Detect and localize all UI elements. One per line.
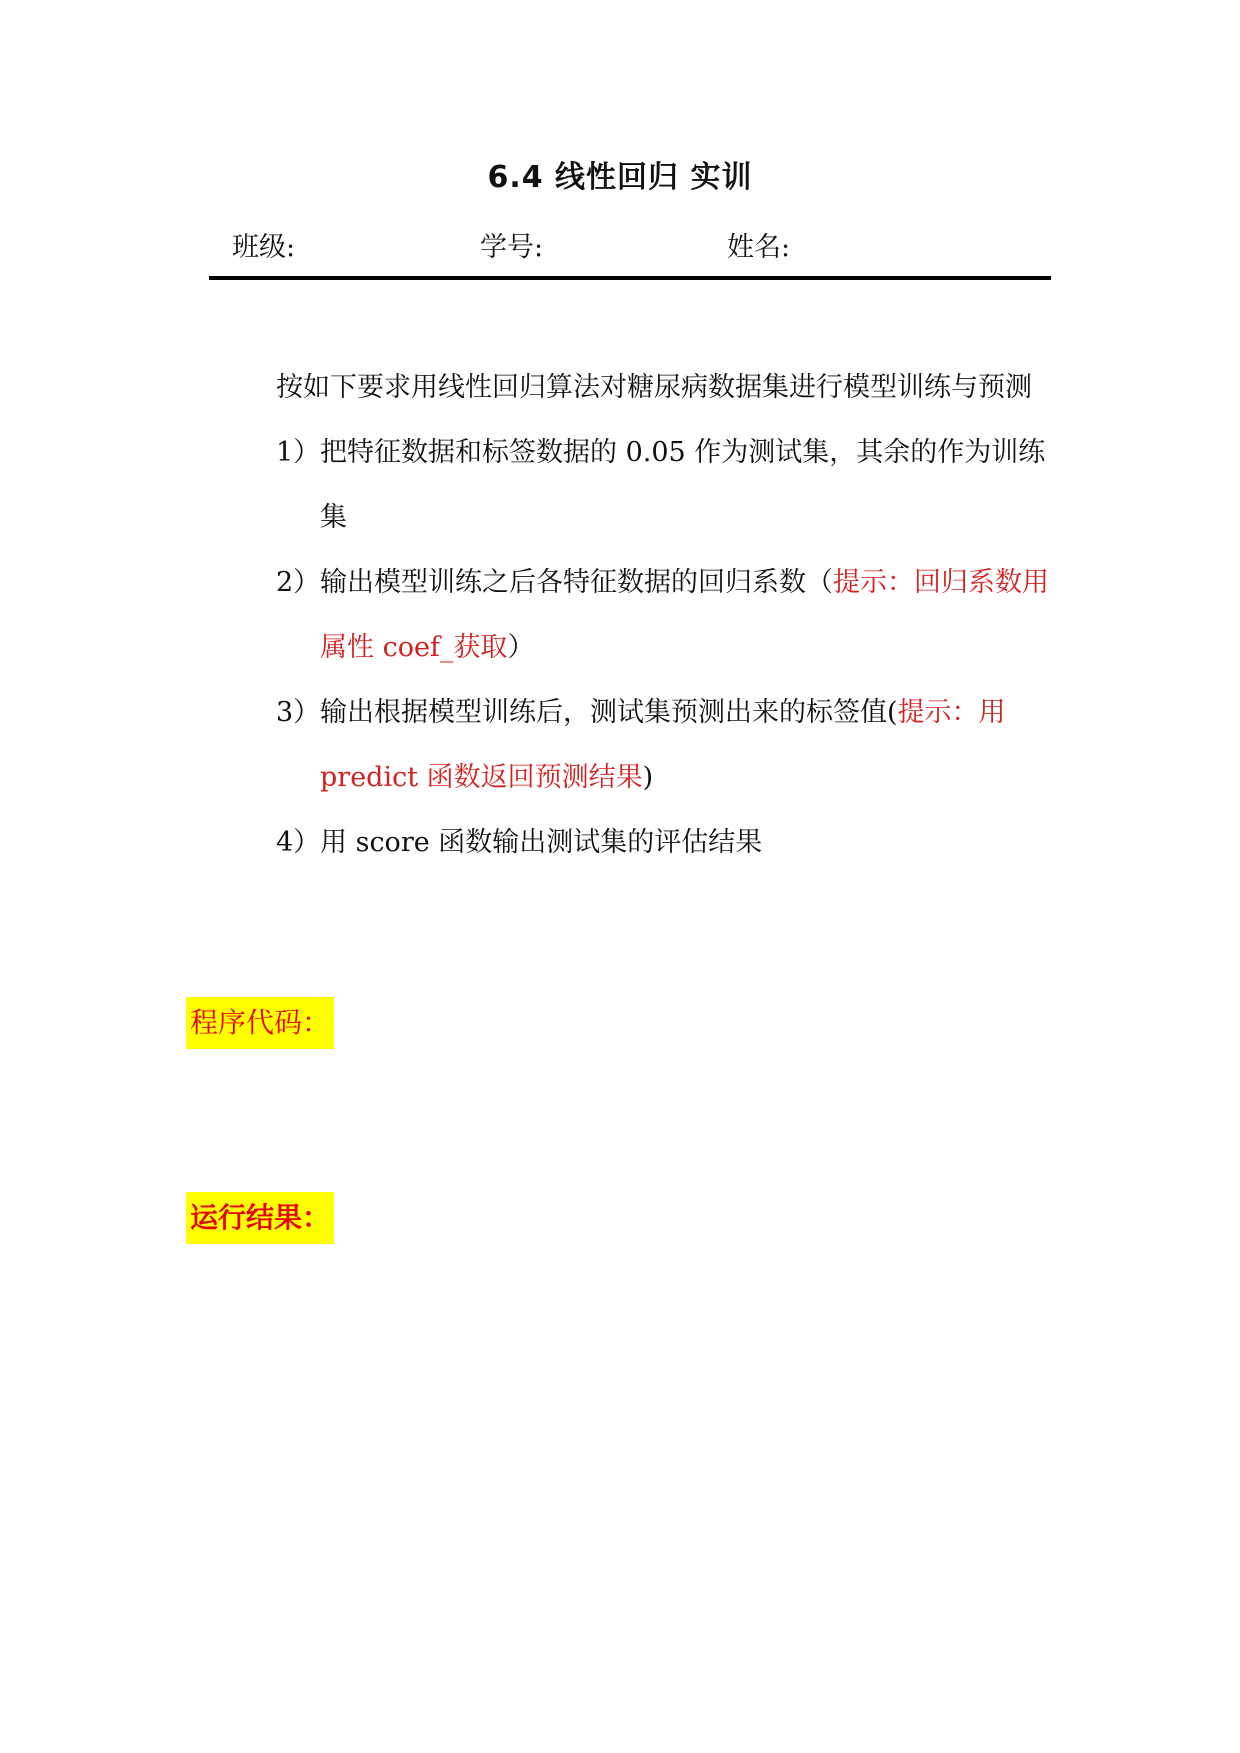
task-text: 用 score 函数输出测试集的评估结果 [320, 827, 763, 858]
name-label: 姓名: [727, 232, 791, 263]
task-text: 把特征数据和标签数据的 0.05 作为测试集，其余的作为训练集 [320, 437, 1046, 533]
task-item-3 [276, 680, 1056, 810]
task-number: 2） [276, 567, 321, 598]
task-item-2 [276, 550, 1056, 680]
task-item-4 [276, 810, 1056, 875]
task-text: 输出根据模型训练后，测试集预测出来的标签值( [320, 697, 898, 728]
task-text: 输出模型训练之后各特征数据的回归系数（ [320, 567, 833, 598]
program-code-label: 程序代码： [186, 997, 334, 1049]
class-label: 班级: [232, 232, 296, 263]
student-info-row [0, 228, 1240, 268]
task-number: 4） [276, 827, 321, 858]
task-number: 3） [276, 697, 321, 728]
page-title: 6.4 线性回归 实训 [487, 160, 753, 195]
task-text-end: ） [507, 632, 535, 663]
header-divider [209, 276, 1051, 280]
run-result-label: 运行结果： [186, 1192, 334, 1244]
task-item-1 [276, 420, 1056, 550]
task-list [276, 420, 1056, 875]
task-number: 1） [276, 437, 321, 468]
student-id-label: 学号: [480, 232, 544, 263]
assignment-content [276, 355, 1056, 875]
task-text-end: ) [642, 762, 654, 793]
task-hint: 提示：回归系数用属性 coef_获取 [320, 567, 1049, 663]
assignment-intro: 按如下要求用线性回归算法对糖尿病数据集进行模型训练与预测 [276, 372, 1032, 403]
task-hint: 提示：用 predict 函数返回预测结果 [320, 697, 1006, 793]
